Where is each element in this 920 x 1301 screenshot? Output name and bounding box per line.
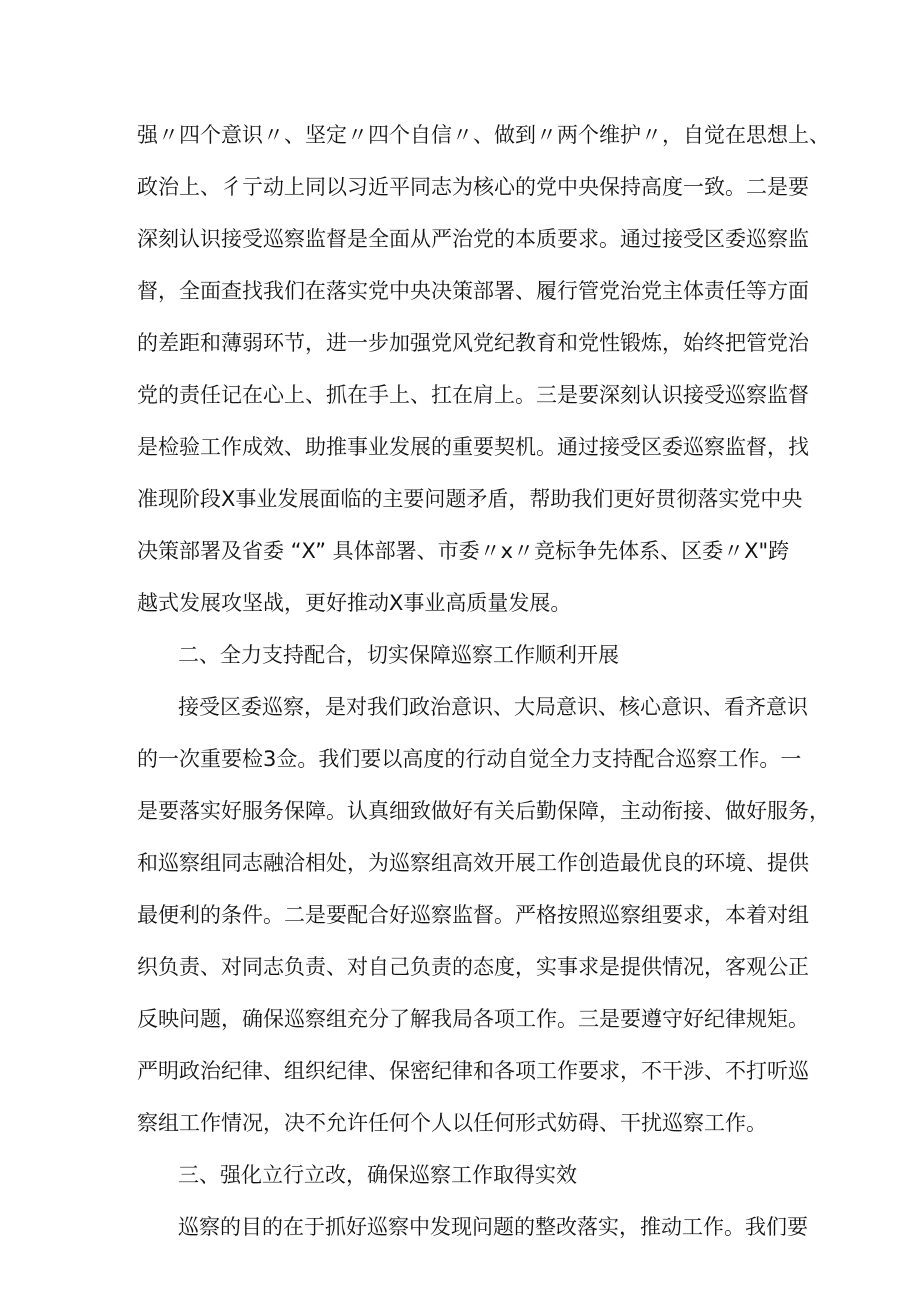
body-text-line: 织负责、对同志负责、对自己负责的态度，实事求是提供情况，客观公正 <box>137 955 809 979</box>
section-heading-2: 二、全力支持配合，切实保障巡察工作顺利开展 <box>178 643 619 667</box>
body-text-line: 接受区委巡察，是对我们政治意识、大局意识、核心意识、看齐意识 <box>178 695 808 719</box>
body-text-line: 和巡察组同志融洽相处，为巡察组高效开展工作创造最优良的环境、提供 <box>137 851 809 875</box>
section-heading-3: 三、强化立行立改，确保巡察工作取得实效 <box>178 1163 577 1187</box>
body-text-line: 准现阶段X事业发展面临的主要问题矛盾，帮助我们更好贯彻落实党中央 <box>137 487 803 511</box>
body-text-line: 深刻认识接受巡察监督是全面从严治党的本质要求。通过接受区委巡察监 <box>137 227 809 251</box>
body-text-line: 严明政治纪律、组织纪律、保密纪律和各项工作要求，不干涉、不打听巡 <box>137 1059 809 1083</box>
body-text-line: 巡察的目的在于抓好巡察中发现问题的整改落实，推动工作。我们要 <box>178 1215 808 1239</box>
body-text-line: 决策部署及省委 “X” 具体部署、市委〃x〃竞标争先体系、区委〃X"跨 <box>137 539 790 563</box>
body-text-line: 政治上、彳亍动上同以习近平同志为核心的党中央保持高度一致。二是要 <box>137 175 809 199</box>
body-text-line: 最便利的条件。二是要配合好巡察监督。严格按照巡察组要求，本着对组 <box>137 903 809 927</box>
body-text-line: 督，全面查找我们在落实党中央决策部署、履行管党治党主体责任等方面 <box>137 279 809 303</box>
body-text-line: 的差距和薄弱环节，进一步加强党风党纪教育和党性锻炼，始终把管党治 <box>137 331 809 355</box>
body-text-line: 的一次重要检3佥。我们要以高度的行动自觉全力支持配合巡察工作。一 <box>137 747 802 771</box>
body-text-line: 察组工作情况，决不允许任何个人以任何形式妨碍、干扰巡察工作。 <box>137 1111 767 1135</box>
body-text-line: 越式发展攻坚战，更好推动X事业高质量发展。 <box>137 591 572 615</box>
body-text-line: 党的责任记在心上、抓在手上、扛在肩上。三是要深刻认识接受巡察监督 <box>137 383 809 407</box>
body-text-line: 反映问题，确保巡察组充分了解我局各项工作。三是要遵守好纪律规矩。 <box>137 1007 809 1031</box>
body-text-line: 是检验工作成效、助推事业发展的重要契机。通过接受区委巡察监督，找 <box>137 435 809 459</box>
body-text-line: 是要落实好服务保障。认真细致做好有关后勤保障，主动衔接、做好服务， <box>137 799 830 823</box>
body-text-line: 强〃四个意识〃、坚定〃四个自信〃、做到〃两个维护〃，自觉在思想上、 <box>137 123 830 147</box>
